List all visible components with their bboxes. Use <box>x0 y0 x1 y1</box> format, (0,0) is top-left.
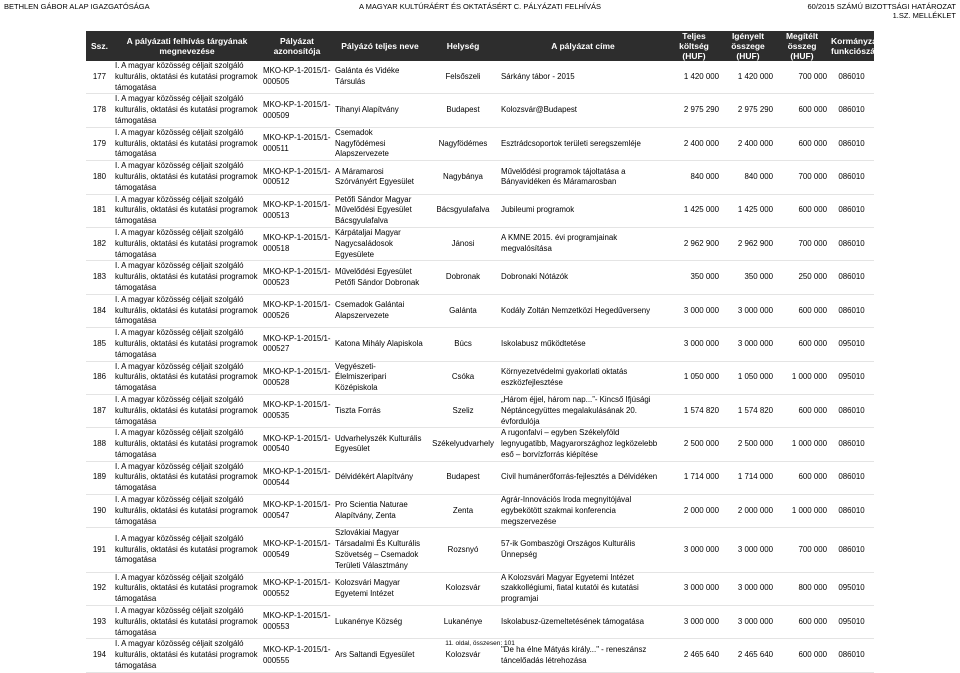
table-body <box>86 61 874 672</box>
call-subject: I. A magyar közösség céljait szolgáló kulturális, oktatási és kutatási programok támogatása <box>113 294 261 327</box>
call-subject: I. A magyar közösség céljait szolgáló kulturális, oktatási és kutatási programok támogatása <box>113 428 261 461</box>
application-id: MKO-KP-1-2015/1-000512 <box>261 161 333 194</box>
applicant-city: Kolozsvár <box>427 639 499 672</box>
table-row <box>86 227 874 260</box>
call-subject: I. A magyar közösség céljait szolgáló kulturális, oktatási és kutatási programok támogatása <box>113 227 261 260</box>
table-row <box>86 361 874 394</box>
header-resolution-number: 60/2015 SZÁMÚ BIZOTTSÁGI HATÁROZAT <box>807 2 956 11</box>
call-subject: I. A magyar közösség céljait szolgáló kulturális, oktatási és kutatási programok támogatása <box>113 639 261 672</box>
applicant-city: Csóka <box>427 361 499 394</box>
row-number: 188 <box>86 428 113 461</box>
col-header-id: Pályázat azonosítója <box>261 31 333 61</box>
table-row <box>86 428 874 461</box>
total-cost: 3 000 000 <box>667 328 721 361</box>
requested-amount: 1 050 000 <box>721 361 775 394</box>
awarded-amount: 700 000 <box>775 227 829 260</box>
total-cost: 2 962 900 <box>667 227 721 260</box>
function-code: 086010 <box>829 294 874 327</box>
awarded-amount: 600 000 <box>775 94 829 127</box>
row-number: 189 <box>86 461 113 494</box>
applicant-name: Ars Saltandi Egyesület <box>333 639 427 672</box>
total-cost: 1 050 000 <box>667 361 721 394</box>
applicant-name: A Máramarosi Szórványért Egyesület <box>333 161 427 194</box>
awarded-amount: 600 000 <box>775 328 829 361</box>
header-resolution <box>807 2 956 20</box>
call-subject: I. A magyar közösség céljait szolgáló kulturális, oktatási és kutatási programok támogatása <box>113 394 261 427</box>
application-title: Iskolabusz-üzemeltetésének támogatása <box>499 606 667 639</box>
table-row <box>86 528 874 572</box>
applicant-city: Lukanénye <box>427 606 499 639</box>
total-cost: 2 400 000 <box>667 127 721 160</box>
table-row <box>86 161 874 194</box>
call-subject: I. A magyar közösség céljait szolgáló kulturális, oktatási és kutatási programok támogatása <box>113 361 261 394</box>
applicant-city: Felsőszeli <box>427 61 499 94</box>
table-row <box>86 495 874 528</box>
row-number: 182 <box>86 227 113 260</box>
total-cost: 3 000 000 <box>667 606 721 639</box>
col-header-city: Helység <box>427 31 499 61</box>
table-row <box>86 461 874 494</box>
application-id: MKO-KP-1-2015/1-000526 <box>261 294 333 327</box>
total-cost: 2 000 000 <box>667 495 721 528</box>
application-title: Kodály Zoltán Nemzetközi Hegedűverseny <box>499 294 667 327</box>
call-subject: I. A magyar közösség céljait szolgáló kulturális, oktatási és kutatási programok támogatása <box>113 606 261 639</box>
requested-amount: 2 975 290 <box>721 94 775 127</box>
function-code: 086010 <box>829 61 874 94</box>
applicant-city: Nagyfödémes <box>427 127 499 160</box>
application-id: MKO-KP-1-2015/1-000555 <box>261 639 333 672</box>
total-cost: 1 714 000 <box>667 461 721 494</box>
application-id: MKO-KP-1-2015/1-000553 <box>261 606 333 639</box>
function-code: 086010 <box>829 461 874 494</box>
function-code: 086010 <box>829 394 874 427</box>
application-id: MKO-KP-1-2015/1-000544 <box>261 461 333 494</box>
application-title: Környezetvédelmi gyakorlati oktatás eszközfejlesztése <box>499 361 667 394</box>
row-number: 187 <box>86 394 113 427</box>
row-number: 185 <box>86 328 113 361</box>
applicant-name: Tihanyi Alapítvány <box>333 94 427 127</box>
requested-amount: 3 000 000 <box>721 606 775 639</box>
total-cost: 1 420 000 <box>667 61 721 94</box>
row-number: 181 <box>86 194 113 227</box>
application-id: MKO-KP-1-2015/1-000509 <box>261 94 333 127</box>
table-row <box>86 294 874 327</box>
function-code: 086010 <box>829 194 874 227</box>
total-cost: 2 500 000 <box>667 428 721 461</box>
call-subject: I. A magyar közösség céljait szolgáló kulturális, oktatási és kutatási programok támogatása <box>113 261 261 294</box>
row-number: 183 <box>86 261 113 294</box>
row-number: 180 <box>86 161 113 194</box>
total-cost: 3 000 000 <box>667 572 721 605</box>
awarded-amount: 600 000 <box>775 194 829 227</box>
call-subject: I. A magyar közösség céljait szolgáló kulturális, oktatási és kutatási programok támogatása <box>113 328 261 361</box>
row-number: 193 <box>86 606 113 639</box>
application-id: MKO-KP-1-2015/1-000535 <box>261 394 333 427</box>
function-code: 086010 <box>829 528 874 572</box>
call-subject: I. A magyar közösség céljait szolgáló kulturális, oktatási és kutatási programok támogatása <box>113 61 261 94</box>
row-number: 186 <box>86 361 113 394</box>
awarded-amount: 700 000 <box>775 161 829 194</box>
requested-amount: 2 400 000 <box>721 127 775 160</box>
application-title: Dobronaki Nótázók <box>499 261 667 294</box>
awarded-amount: 600 000 <box>775 127 829 160</box>
application-title: A rugonfalvi – egyben Székelyföld legnyugatibb, Magyarországhoz legközelebb eső – borvízforrás kiépítése <box>499 428 667 461</box>
col-header-total: Teljes költség (HUF) <box>667 31 721 61</box>
requested-amount: 2 962 900 <box>721 227 775 260</box>
applicant-city: Kolozsvár <box>427 572 499 605</box>
awarded-amount: 600 000 <box>775 461 829 494</box>
application-title: "De ha élne Mátyás király..." - reneszánsz táncelőadás létrehozása <box>499 639 667 672</box>
applicant-name: Délvidékért Alapítvány <box>333 461 427 494</box>
applicant-city: Székelyudvarhely <box>427 428 499 461</box>
application-title: Agrár-Innovációs Iroda megnyitójával egybekötött szakmai konferencia megszervezése <box>499 495 667 528</box>
row-number: 190 <box>86 495 113 528</box>
total-cost: 350 000 <box>667 261 721 294</box>
applicant-name: Udvarhelyszék Kulturális Egyesület <box>333 428 427 461</box>
application-title: A Kolozsvári Magyar Egyetemi Intézet szakkollégiumi, fiatal kutatói és kutatási programjai <box>499 572 667 605</box>
table-row <box>86 194 874 227</box>
applicant-name: Csemadok Nagyfödémesi Alapszervezete <box>333 127 427 160</box>
col-header-requested: Igényelt összege (HUF) <box>721 31 775 61</box>
total-cost: 3 000 000 <box>667 294 721 327</box>
application-title: Jubileumi programok <box>499 194 667 227</box>
col-header-title: A pályázat címe <box>499 31 667 61</box>
total-cost: 840 000 <box>667 161 721 194</box>
awarded-amount: 600 000 <box>775 606 829 639</box>
application-id: MKO-KP-1-2015/1-000505 <box>261 61 333 94</box>
applicant-city: Nagybánya <box>427 161 499 194</box>
table-row <box>86 606 874 639</box>
header-annex-label: 1.SZ. MELLÉKLET <box>892 11 956 20</box>
table-row <box>86 328 874 361</box>
function-code: 095010 <box>829 328 874 361</box>
requested-amount: 3 000 000 <box>721 328 775 361</box>
call-subject: I. A magyar közösség céljait szolgáló kulturális, oktatási és kutatási programok támogatása <box>113 194 261 227</box>
application-id: MKO-KP-1-2015/1-000528 <box>261 361 333 394</box>
awarded-amount: 1 000 000 <box>775 361 829 394</box>
applicant-name: Tiszta Forrás <box>333 394 427 427</box>
row-number: 191 <box>86 528 113 572</box>
applicant-city: Bácsgyulafalva <box>427 194 499 227</box>
table-row <box>86 127 874 160</box>
table-row <box>86 394 874 427</box>
table-row <box>86 94 874 127</box>
function-code: 086010 <box>829 127 874 160</box>
header-organization: BETHLEN GÁBOR ALAP IGAZGATÓSÁGA <box>4 2 150 11</box>
col-header-number: Ssz. <box>86 31 113 61</box>
awarded-amount: 1 000 000 <box>775 495 829 528</box>
applicant-name: Galánta és Vidéke Társulás <box>333 61 427 94</box>
call-subject: I. A magyar közösség céljait szolgáló kulturális, oktatási és kutatási programok támogatása <box>113 461 261 494</box>
requested-amount: 2 500 000 <box>721 428 775 461</box>
requested-amount: 840 000 <box>721 161 775 194</box>
applicant-city: Budapest <box>427 94 499 127</box>
awarded-amount: 600 000 <box>775 294 829 327</box>
function-code: 086010 <box>829 161 874 194</box>
page-footer: 11. oldal, összesen: 101 <box>445 640 515 647</box>
applicant-name: Vegyészeti-Élelmiszeripari Középiskola <box>333 361 427 394</box>
table-header-row <box>86 31 874 61</box>
col-header-subject: A pályázati felhívás tárgyának megnevezése <box>113 31 261 61</box>
function-code: 086010 <box>829 428 874 461</box>
total-cost: 2 975 290 <box>667 94 721 127</box>
awarded-amount: 800 000 <box>775 572 829 605</box>
awarded-amount: 700 000 <box>775 528 829 572</box>
table-row <box>86 61 874 94</box>
awarded-amount: 700 000 <box>775 61 829 94</box>
decision-table <box>86 31 883 673</box>
application-id: MKO-KP-1-2015/1-000523 <box>261 261 333 294</box>
applicant-city: Galánta <box>427 294 499 327</box>
applicant-city: Búcs <box>427 328 499 361</box>
row-number: 194 <box>86 639 113 672</box>
function-code: 086010 <box>829 261 874 294</box>
function-code: 086010 <box>829 639 874 672</box>
function-code: 086010 <box>829 94 874 127</box>
applicant-city: Dobronak <box>427 261 499 294</box>
function-code: 086010 <box>829 227 874 260</box>
application-title: „Három éjjel, három nap...”- Kincső Ifjúsági Néptáncegyüttes megalakulásának 20. évfordulója <box>499 394 667 427</box>
awarded-amount: 600 000 <box>775 394 829 427</box>
applicant-name: Pro Scientia Naturae Alapítvány, Zenta <box>333 495 427 528</box>
requested-amount: 1 420 000 <box>721 61 775 94</box>
total-cost: 3 000 000 <box>667 528 721 572</box>
requested-amount: 350 000 <box>721 261 775 294</box>
applicant-name: Kolozsvári Magyar Egyetemi Intézet <box>333 572 427 605</box>
total-cost: 1 574 820 <box>667 394 721 427</box>
applicant-name: Kárpátaljai Magyar Nagycsaládosok Egyesülete <box>333 227 427 260</box>
application-title: Civil humánerőforrás-fejlesztés a Délvidéken <box>499 461 667 494</box>
function-code: 095010 <box>829 606 874 639</box>
call-subject: I. A magyar közösség céljait szolgáló kulturális, oktatási és kutatási programok támogatása <box>113 528 261 572</box>
applicant-city: Jánosi <box>427 227 499 260</box>
row-number: 177 <box>86 61 113 94</box>
applicant-name: Katona Mihály Alapiskola <box>333 328 427 361</box>
application-title: Művelődési programok tájoltatása a Bányavidéken és Máramarosban <box>499 161 667 194</box>
application-id: MKO-KP-1-2015/1-000552 <box>261 572 333 605</box>
applicant-city: Szeliz <box>427 394 499 427</box>
application-id: MKO-KP-1-2015/1-000511 <box>261 127 333 160</box>
call-subject: I. A magyar közösség céljait szolgáló kulturális, oktatási és kutatási programok támogatása <box>113 127 261 160</box>
requested-amount: 3 000 000 <box>721 294 775 327</box>
requested-amount: 2 465 640 <box>721 639 775 672</box>
application-id: MKO-KP-1-2015/1-000518 <box>261 227 333 260</box>
requested-amount: 1 425 000 <box>721 194 775 227</box>
applicant-name: Művelődési Egyesület Petőfi Sándor Dobronak <box>333 261 427 294</box>
call-subject: I. A magyar közösség céljait szolgáló kulturális, oktatási és kutatási programok támogatása <box>113 161 261 194</box>
applicant-name: Csemadok Galántai Alapszervezete <box>333 294 427 327</box>
row-number: 184 <box>86 294 113 327</box>
application-id: MKO-KP-1-2015/1-000549 <box>261 528 333 572</box>
col-header-awarded: Megítélt összeg (HUF) <box>775 31 829 61</box>
col-header-code: Kormányzati funkciószám <box>829 31 874 61</box>
col-header-applicant: Pályázó teljes neve <box>333 31 427 61</box>
table-row <box>86 261 874 294</box>
requested-amount: 1 714 000 <box>721 461 775 494</box>
application-id: MKO-KP-1-2015/1-000527 <box>261 328 333 361</box>
requested-amount: 2 000 000 <box>721 495 775 528</box>
requested-amount: 3 000 000 <box>721 572 775 605</box>
applicant-name: Lukanénye Község <box>333 606 427 639</box>
call-subject: I. A magyar közösség céljait szolgáló kulturális, oktatási és kutatási programok támogatása <box>113 94 261 127</box>
application-id: MKO-KP-1-2015/1-000540 <box>261 428 333 461</box>
application-title: A KMNE 2015. évi programjainak megvalósítása <box>499 227 667 260</box>
application-title: Esztrádcsoportok területi seregszemléje <box>499 127 667 160</box>
function-code: 095010 <box>829 361 874 394</box>
application-title: Sárkány tábor - 2015 <box>499 61 667 94</box>
application-title: Iskolabusz működtetése <box>499 328 667 361</box>
applicant-city: Zenta <box>427 495 499 528</box>
function-code: 095010 <box>829 572 874 605</box>
application-title: 57-ik Gombaszögi Országos Kulturális Ünnepség <box>499 528 667 572</box>
applicant-city: Budapest <box>427 461 499 494</box>
awarded-amount: 250 000 <box>775 261 829 294</box>
row-number: 192 <box>86 572 113 605</box>
application-id: MKO-KP-1-2015/1-000513 <box>261 194 333 227</box>
total-cost: 2 465 640 <box>667 639 721 672</box>
applicant-name: Szlovákiai Magyar Társadalmi És Kulturális Szövetség – Csemadok Területi Választmány <box>333 528 427 572</box>
requested-amount: 1 574 820 <box>721 394 775 427</box>
function-code: 086010 <box>829 495 874 528</box>
row-number: 179 <box>86 127 113 160</box>
call-subject: I. A magyar közösség céljait szolgáló kulturális, oktatási és kutatási programok támogatása <box>113 495 261 528</box>
requested-amount: 3 000 000 <box>721 528 775 572</box>
table-row <box>86 572 874 605</box>
applicant-city: Rozsnyó <box>427 528 499 572</box>
awarded-amount: 600 000 <box>775 639 829 672</box>
application-title: Kolozsvár@Budapest <box>499 94 667 127</box>
awarded-amount: 1 000 000 <box>775 428 829 461</box>
application-id: MKO-KP-1-2015/1-000547 <box>261 495 333 528</box>
total-cost: 1 425 000 <box>667 194 721 227</box>
call-subject: I. A magyar közösség céljait szolgáló kulturális, oktatási és kutatási programok támogatása <box>113 572 261 605</box>
applicant-name: Petőfi Sándor Magyar Művelődési Egyesület Bácsgyulafalva <box>333 194 427 227</box>
header-call-title: A MAGYAR KULTÚRÁÉRT ÉS OKTATÁSÉRT C. PÁLYÁZATI FELHÍVÁS <box>358 2 601 11</box>
row-number: 178 <box>86 94 113 127</box>
